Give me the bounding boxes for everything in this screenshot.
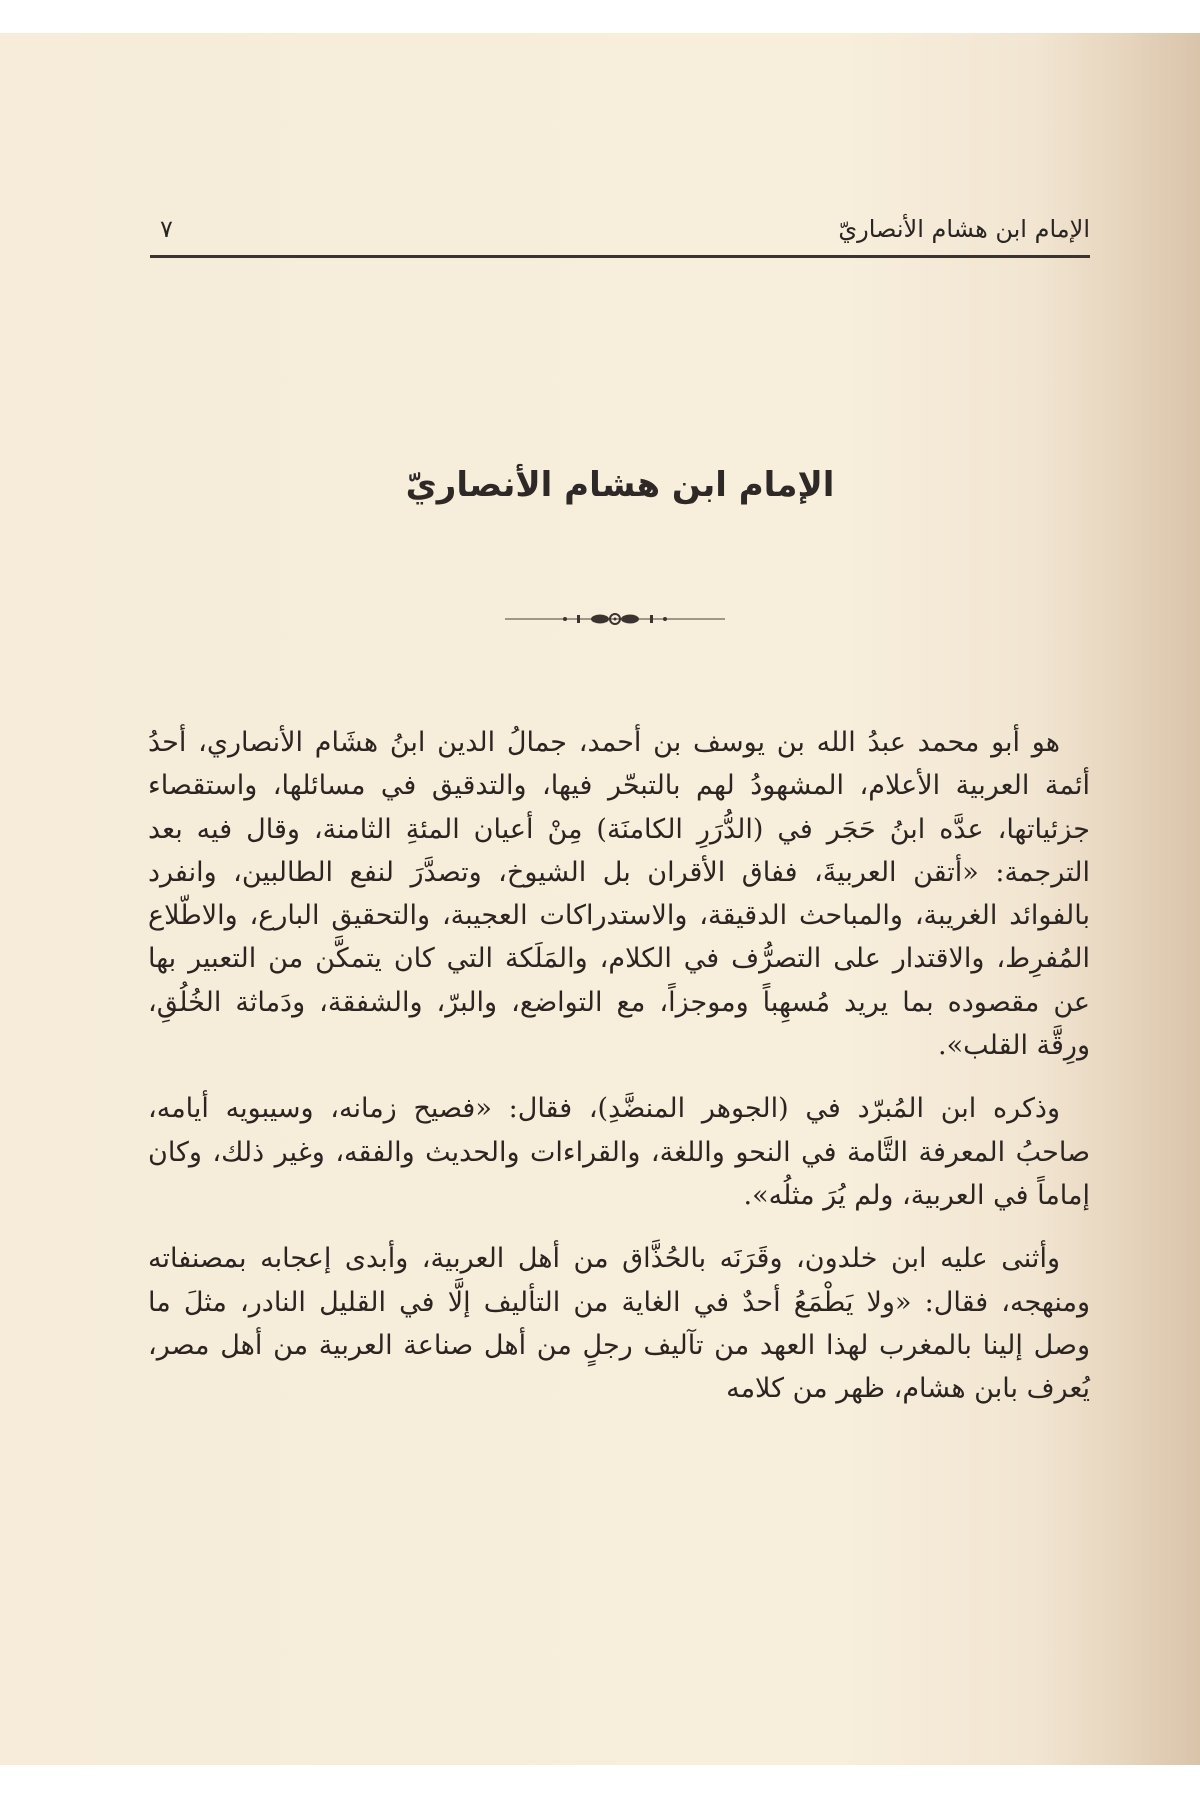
chapter-title: الإمام ابن هشام الأنصاريّ bbox=[405, 465, 835, 505]
paragraph: هو أبو محمد عبدُ الله بن يوسف بن أحمد، جمالُ الدين ابنُ هشَام الأنصاري، أحدُ أئمة العربية الأعلام، المشهودُ لهم بالتبحّر فيها، والتدقيق في مسائلها، واستقصاء جزئياتها، عدَّه ابنُ حَجَر في (الدُّرَرِ الكامنَة) مِنْ أعيان المئةِ الثامنة، وقال فيه بعد الترجمة: «أتقن العربيةَ، ففاق الأقران بل الشيوخ، وتصدَّرَ لنفع الطالبين، وانفرد بالفوائد الغريبة، والمباحث الدقيقة، والاستدراكات العجيبة، والتحقيق البارع، والاطّلاع المُفرِط، والاقتدار على التصرُّف في الكلام، والمَلَكة التي كان يتمكَّن من التعبير بها عن مقصوده بما يريد مُسهِباً وموجزاً، مع التواضع، والبرّ، والشفقة، ودَماثة الخُلُقِ، ورِقَّة القلب». bbox=[148, 727, 1090, 1062]
ornament-divider-icon bbox=[505, 611, 725, 627]
running-header bbox=[150, 193, 1090, 243]
book-page bbox=[0, 33, 1200, 1765]
paragraph: وذكره ابن المُبرّد في (الجوهر المنضَّدِ)، فقال: «فصيح زمانه، وسيبويه أيامه، صاحبُ المعرفة التَّامة في النحو واللغة، والقراءات والحديث والفقه، وغير ذلك، وكان إماماً في العربية، ولم يُرَ مثلُه». bbox=[148, 1093, 1090, 1211]
running-title: الإمام ابن هشام الأنصاريّ bbox=[838, 215, 1090, 243]
body-text bbox=[148, 721, 1090, 1430]
page-number: ٧ bbox=[160, 215, 173, 243]
paragraph: وأثنى عليه ابن خلدون، وقَرَنَه بالحُذَّاق من أهل العربية، وأبدى إعجابه بمصنفاته ومنهجه، فقال: «ولا يَطْمَعُ أحدٌ في الغاية من التأليف إلَّا في القليل النادر، مثلَ ما وصل إلينا بالمغرب لهذا العهد من تآليف رجلٍ من أهل صناعة العربية من أهل مصر، يُعرف بابن هشام، ظهر من كلامه bbox=[148, 1243, 1090, 1405]
header-rule bbox=[150, 255, 1090, 258]
